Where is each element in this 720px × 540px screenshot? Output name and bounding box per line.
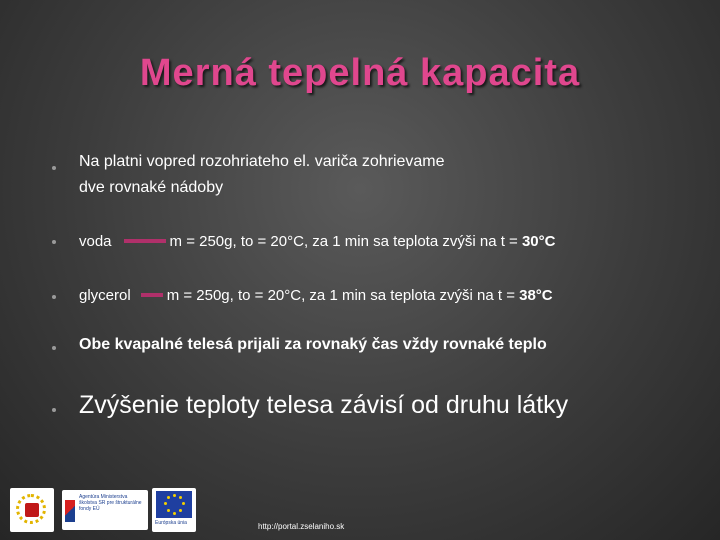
glycerol-row (79, 284, 553, 308)
water-text: m = 250g, to = 20°C, za 1 min sa teplota zvýši na t = (169, 233, 522, 250)
conclusion-line: Zvýšenie teploty telesa závisí od druhu látky (79, 391, 569, 419)
arrow-icon (124, 239, 166, 243)
bullet-icon (52, 240, 56, 244)
water-label: voda (79, 233, 112, 250)
slide-title: Merná tepelná kapacita (139, 52, 581, 94)
glycerol-temp: 38°C (519, 287, 553, 304)
bullet-icon (52, 346, 56, 350)
eu-flag-logo: Európska únia (152, 488, 196, 532)
bullet-icon (52, 408, 56, 412)
agency-logo: Agentúra Ministerstva školstva SR pre štrukturálne fondy EÚ (62, 490, 148, 530)
intro-line-1: Na platni vopred rozohriateho el. variča zohrievame (79, 153, 445, 170)
water-row (79, 230, 555, 254)
arrow-icon (141, 293, 163, 297)
footer-url[interactable]: http://portal.zselaniho.sk (258, 522, 345, 531)
school-logo (10, 488, 54, 532)
water-temp: 30°C (521, 233, 556, 250)
intro-line-2: dve rovnaké nádoby (79, 179, 224, 196)
bullet-icon (52, 166, 56, 170)
glycerol-label: glycerol (79, 287, 131, 304)
bullet-icon (52, 295, 56, 299)
footer (0, 484, 720, 540)
glycerol-text: m = 250g, to = 20°C, za 1 min sa teplota zvýši na t = (166, 287, 520, 304)
statement-line: Obe kvapalné telesá prijali za rovnaký čas vždy rovnaké teplo (79, 336, 547, 353)
